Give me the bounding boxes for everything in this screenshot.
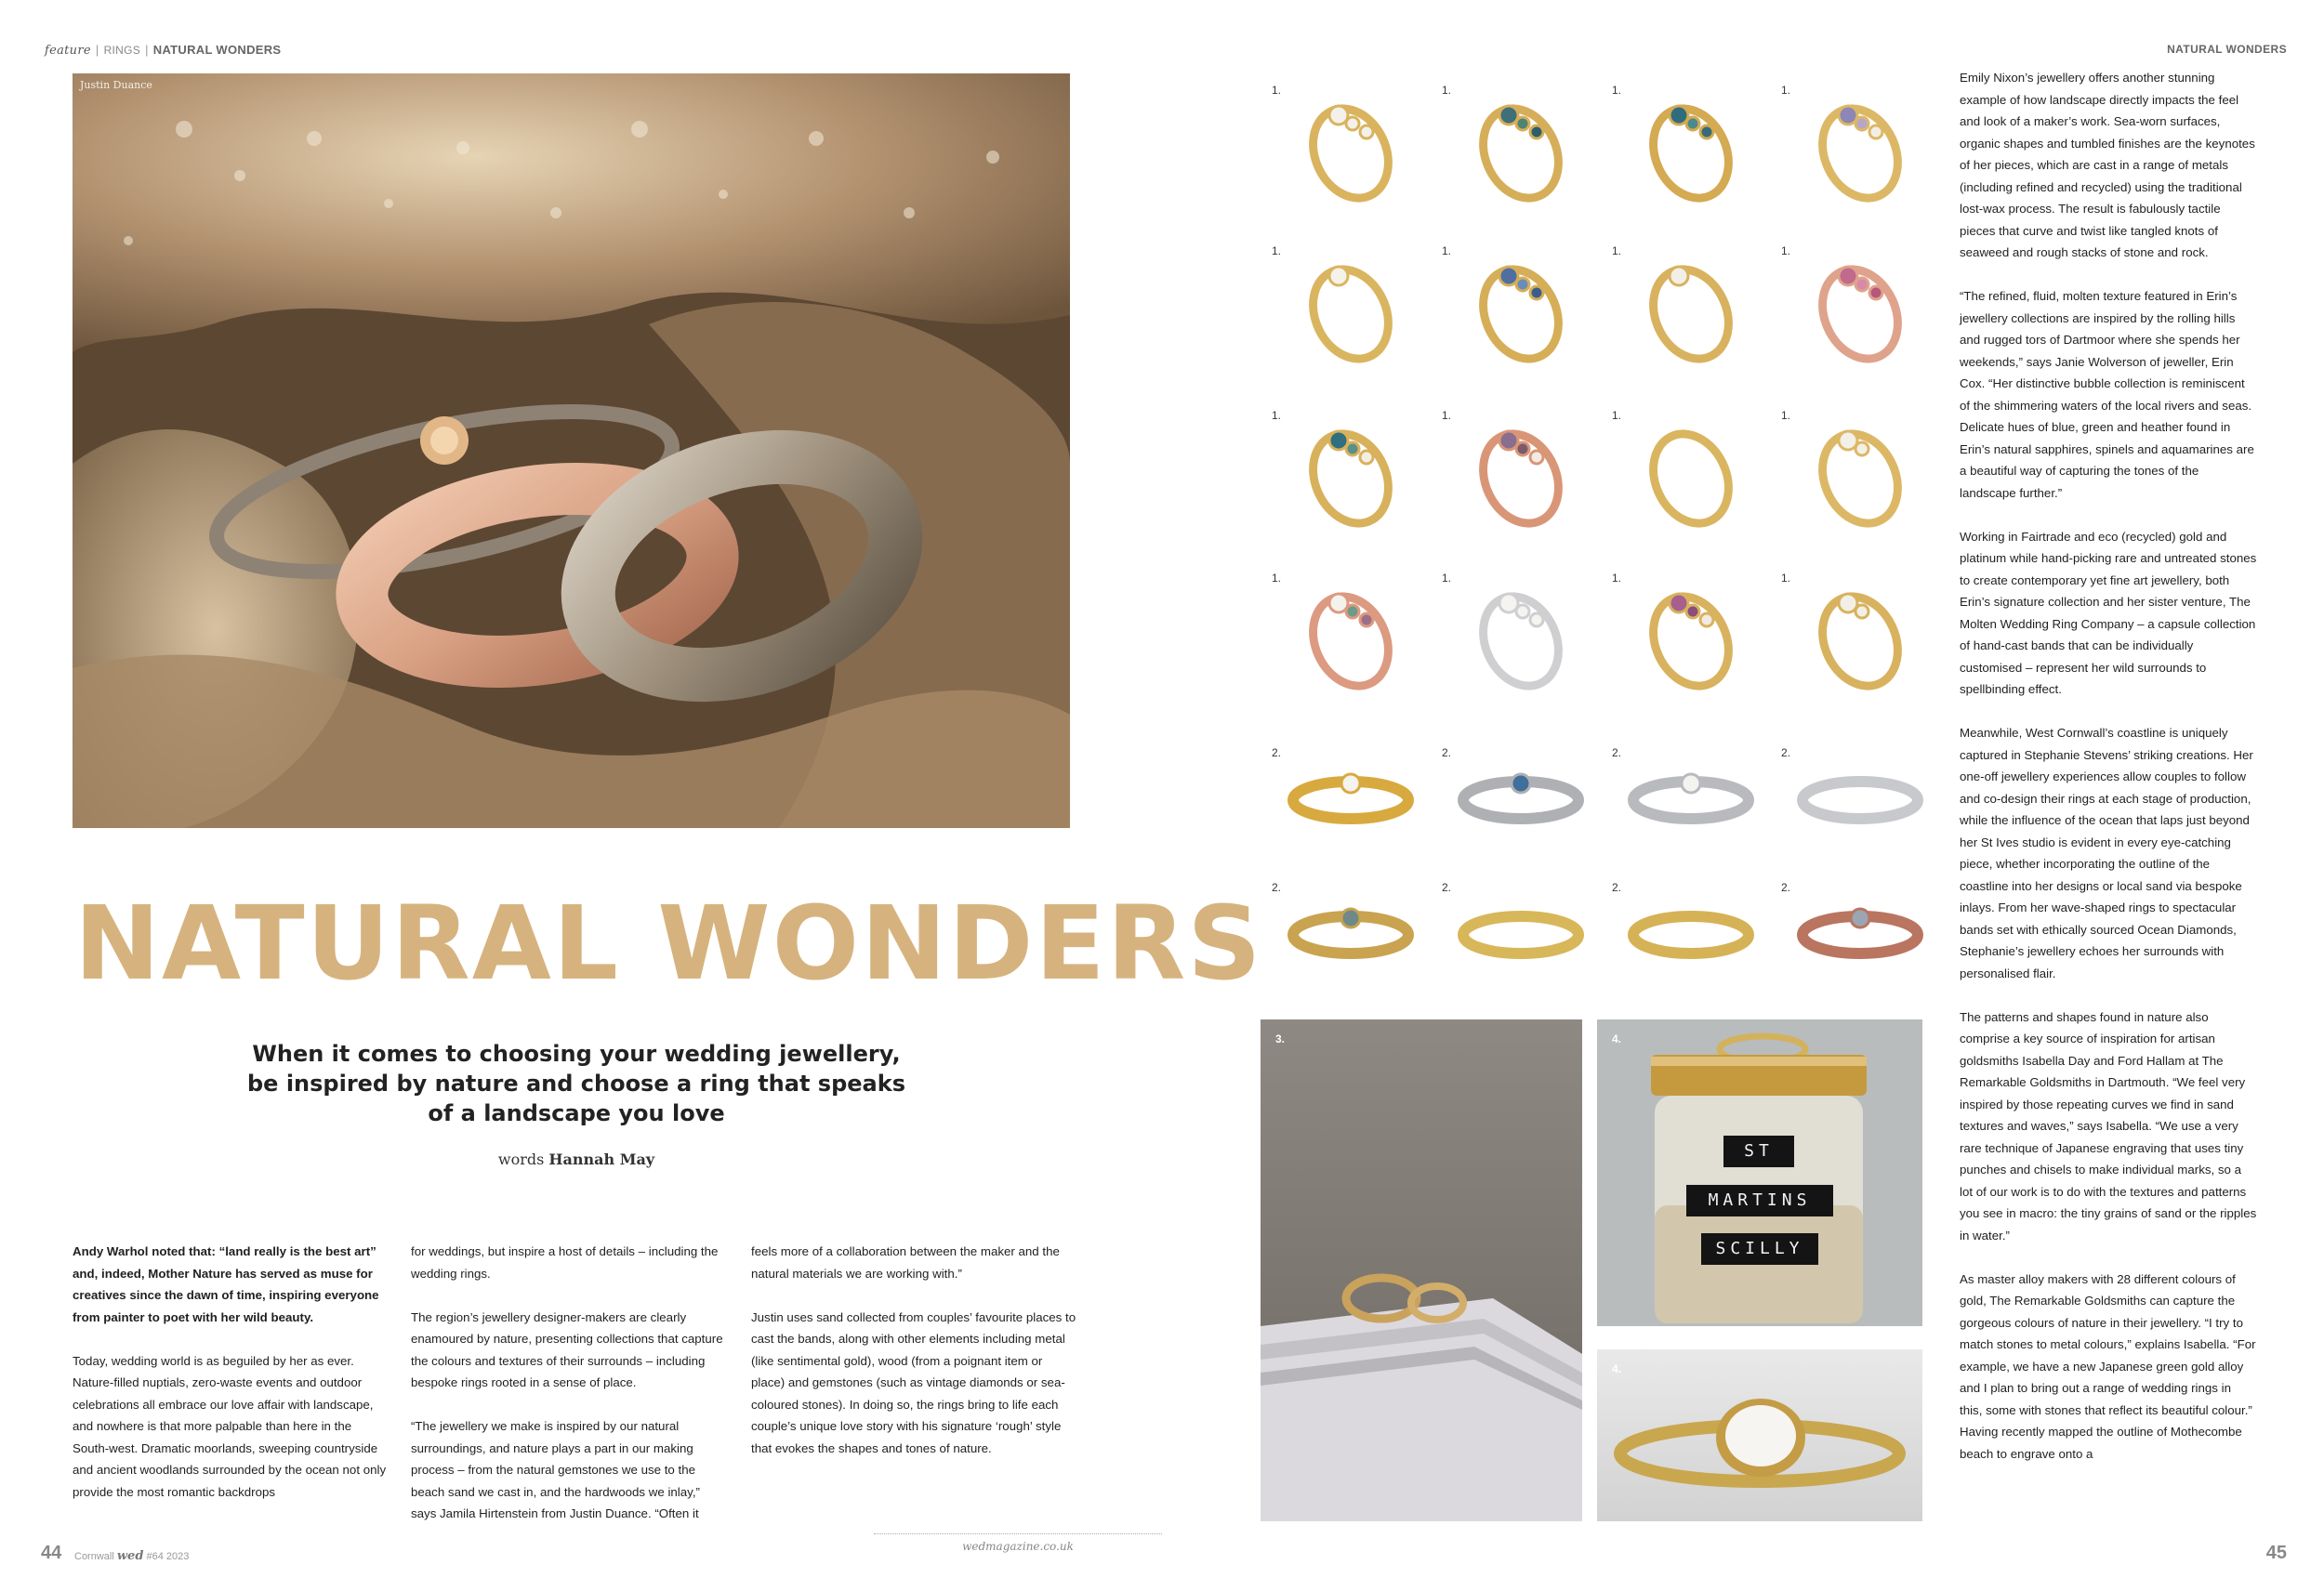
body-paragraph: feels more of a collaboration between the maker and the natural materials we are working with.” bbox=[751, 1244, 1060, 1281]
ring-number: 1. bbox=[1781, 244, 1791, 257]
ring-illustration bbox=[1612, 572, 1761, 702]
ring-number: 2. bbox=[1442, 746, 1452, 759]
running-head-feature: feature bbox=[45, 44, 91, 58]
ring-product bbox=[1781, 409, 1930, 539]
ring-number: 1. bbox=[1612, 409, 1622, 422]
ring-product bbox=[1272, 746, 1420, 876]
ring-illustration bbox=[1442, 746, 1591, 876]
ring-product bbox=[1272, 84, 1420, 214]
ring-number: 2. bbox=[1272, 881, 1282, 894]
ring-number: 1. bbox=[1442, 84, 1452, 97]
body-column-right bbox=[1960, 67, 2257, 1487]
sand-jar-photo bbox=[1597, 1019, 1922, 1326]
ring-product bbox=[1272, 572, 1420, 702]
rings-on-rock-illustration bbox=[73, 73, 1070, 828]
ring-product bbox=[1272, 409, 1420, 539]
page-title: NATURAL WONDERS bbox=[74, 884, 1263, 1003]
running-head-right: NATURAL WONDERS bbox=[2167, 43, 2287, 56]
ring-number: 1. bbox=[1781, 572, 1791, 585]
body-column-2 bbox=[411, 1241, 727, 1546]
ring-product bbox=[1612, 409, 1761, 539]
body-paragraph: “The refined, fluid, molten texture featured in Erin’s jewellery collections are inspired by the rolling hills and rugged tors of Dartmoor where she spends her weekends,” says Janie Wolverson of jeweller, Erin Cox. “Her distinctive bubble collection is reminiscent of the shimmering waters of the local rivers and seas. Delicate hues of blue, green and heather found in Erin’s natural sapphires, spinels and aquamarines are a beautiful way of capturing the tones of the landscape further.” bbox=[1960, 289, 2254, 500]
ring-number: 1. bbox=[1612, 572, 1622, 585]
rings-on-paper-illustration bbox=[1261, 1019, 1582, 1521]
ring-product bbox=[1612, 881, 1761, 1011]
byline-prefix: words bbox=[497, 1151, 545, 1168]
ring-illustration bbox=[1781, 244, 1930, 375]
standfirst: When it comes to choosing your wedding jewellery, be inspired by nature and choose a ring that speaks of a landscape you love bbox=[247, 1041, 905, 1126]
ring-product bbox=[1272, 244, 1420, 375]
ring-illustration bbox=[1272, 881, 1420, 1011]
ring-illustration bbox=[1781, 746, 1930, 876]
body-paragraph: “The jewellery we make is inspired by our natural surroundings, and nature plays a part in our making process – from the natural gemstones we use to the beach sand we cast in, and the hardwoods we inlay,” says Jamila Hirtenstein from Justin Duance. “Often it bbox=[411, 1419, 700, 1520]
ring-product bbox=[1442, 572, 1591, 702]
ring-number: 2. bbox=[1781, 746, 1791, 759]
ring-illustration bbox=[1442, 572, 1591, 702]
ring-product bbox=[1612, 746, 1761, 876]
ring-number: 1. bbox=[1272, 409, 1282, 422]
ring-illustration bbox=[1442, 84, 1591, 214]
ring-illustration bbox=[1612, 881, 1761, 1011]
body-paragraph: Today, wedding world is as beguiled by her as ever. Nature-filled nuptials, zero-waste events and outdoor celebrations all embrace our love affair with landscape, and nowhere is that more palpable than here in the South-west. Dramatic moorlands, sweeping countryside and ancient woodlands surrounded by the ocean not only provide the most romantic backdrops bbox=[73, 1353, 387, 1499]
ring-product bbox=[1781, 244, 1930, 375]
byline-author: Hannah May bbox=[548, 1151, 655, 1168]
sand-jar-illustration bbox=[1597, 1019, 1922, 1326]
jar-label-martins: MARTINS bbox=[1708, 1190, 1812, 1210]
ring-number: 1. bbox=[1442, 409, 1452, 422]
magazine-footer bbox=[74, 1549, 189, 1563]
moonstone-ring-photo bbox=[1597, 1349, 1922, 1521]
ring-product bbox=[1781, 881, 1930, 1011]
ring-number: 1. bbox=[1781, 409, 1791, 422]
ring-number: 2. bbox=[1781, 881, 1791, 894]
ring-illustration bbox=[1612, 244, 1761, 375]
ring-number: 2. bbox=[1442, 881, 1452, 894]
running-head-section: RINGS bbox=[103, 44, 141, 57]
photo-number: 4. bbox=[1612, 1032, 1622, 1045]
ring-number: 1. bbox=[1272, 572, 1282, 585]
ring-number: 1. bbox=[1442, 572, 1452, 585]
body-paragraph: Working in Fairtrade and eco (recycled) gold and platinum while hand-picking rare and untreated stones to create contemporary yet fine art jewellery, both Erin’s signature collection and her sister venture, The Molten Wedding Ring Company – a capsule collection of hand-cast bands that can be individually customised – represent her wild surrounds to spellbinding effect. bbox=[1960, 529, 2257, 696]
ring-illustration bbox=[1442, 244, 1591, 375]
ring-number: 2. bbox=[1612, 881, 1622, 894]
running-head-title: NATURAL WONDERS bbox=[152, 43, 282, 57]
page-number-right: 45 bbox=[2265, 1543, 2287, 1563]
body-column-1 bbox=[73, 1241, 389, 1525]
ring-product bbox=[1442, 746, 1591, 876]
body-paragraph: As master alloy makers with 28 different colours of gold, The Remarkable Goldsmiths can capture the gorgeous colours of nature in their jewellery. “I try to match stones to metal colours,” explains Isabella. “For example, we have a new Japanese green gold alloy and I plan to bring out a range of wedding rings in this, some with stones that reflect its beautiful colour.” Having recently mapped the outline of Mothecombe beach to engrave onto a bbox=[1960, 1271, 2256, 1461]
ring-number: 1. bbox=[1612, 84, 1622, 97]
moonstone-ring-illustration bbox=[1597, 1349, 1922, 1521]
ring-number: 1. bbox=[1781, 84, 1791, 97]
ring-number: 1. bbox=[1272, 244, 1282, 257]
ring-illustration bbox=[1272, 746, 1420, 876]
ring-number: 2. bbox=[1272, 746, 1282, 759]
hero-photo bbox=[73, 73, 1070, 828]
ring-number: 2. bbox=[1612, 746, 1622, 759]
ring-illustration bbox=[1612, 409, 1761, 539]
magazine-region: Cornwall bbox=[74, 1551, 114, 1562]
footer-url[interactable]: wedmagazine.co.uk bbox=[874, 1533, 1162, 1553]
ring-illustration bbox=[1781, 84, 1930, 214]
ring-product bbox=[1442, 244, 1591, 375]
ring-illustration bbox=[1781, 409, 1930, 539]
ring-illustration bbox=[1442, 881, 1591, 1011]
ring-illustration bbox=[1612, 746, 1761, 876]
ring-illustration bbox=[1272, 84, 1420, 214]
magazine-issue: #64 2023 bbox=[146, 1551, 190, 1562]
ring-product bbox=[1781, 572, 1930, 702]
body-column-3 bbox=[751, 1241, 1076, 1481]
running-head-left: feature | RINGS | NATURAL WONDERS bbox=[45, 43, 282, 58]
body-paragraph: The region’s jewellery designer-makers are clearly enamoured by nature, presenting collections that capture the colours and textures of their surrounds – including bespoke rings rooted in a sense of place. bbox=[411, 1309, 723, 1389]
ring-product bbox=[1442, 409, 1591, 539]
byline bbox=[237, 1151, 916, 1168]
ring-product bbox=[1442, 881, 1591, 1011]
ring-product bbox=[1781, 746, 1930, 876]
ring-number: 1. bbox=[1272, 84, 1282, 97]
photo-number: 4. bbox=[1612, 1362, 1622, 1375]
ring-number: 1. bbox=[1442, 244, 1452, 257]
ring-product bbox=[1272, 881, 1420, 1011]
intro-paragraph: Andy Warhol noted that: “land really is the best art” and, indeed, Mother Nature has served as muse for creatives since the dawn of time, inspiring everyone from painter to poet with her wild beauty. bbox=[73, 1244, 379, 1324]
page-number-left: 44 bbox=[41, 1543, 62, 1563]
ring-number: 1. bbox=[1612, 244, 1622, 257]
body-paragraph: for weddings, but inspire a host of details – including the wedding rings. bbox=[411, 1244, 719, 1281]
body-paragraph: Emily Nixon’s jewellery offers another stunning example of how landscape directly impacts the feel and look of a maker’s work. Sea-worn surfaces, organic shapes and tumbled finishes are the keynotes of her pieces, which are cast in a range of metals (including refined and recycled) using the traditional lost-wax process. The result is fabulously tactile pieces that curve and twist like tangled knots of seaweed and rough stacks of stone and rock. bbox=[1960, 71, 2255, 259]
ring-illustration bbox=[1781, 572, 1930, 702]
ring-illustration bbox=[1272, 572, 1420, 702]
rings-on-paper-photo bbox=[1261, 1019, 1582, 1521]
magazine-logo: wed bbox=[116, 1549, 144, 1563]
jar-label-st: ST bbox=[1744, 1141, 1774, 1161]
ring-illustration bbox=[1442, 409, 1591, 539]
ring-illustration bbox=[1272, 409, 1420, 539]
ring-illustration bbox=[1781, 881, 1930, 1011]
body-paragraph: Meanwhile, West Cornwall’s coastline is uniquely captured in Stephanie Stevens’ striking creations. Her one-off jewellery experiences allow couples to follow and co-design their rings at each stage of production, while the influence of the ocean that laps just beyond her St Ives studio is evident in every eye-catching piece, whether incorporating the outline of the coastline into her designs or local sand via bespoke inlays. From her wave-shaped rings to spectacular bands set with ethically sourced Ocean Diamonds, Stephanie’s jewellery echoes her surrounds with personalised flair. bbox=[1960, 726, 2253, 980]
ring-illustration bbox=[1612, 84, 1761, 214]
photo-number: 3. bbox=[1275, 1032, 1286, 1045]
body-paragraph: Justin uses sand collected from couples’ favourite places to cast the bands, along with other elements including metal (like sentimental gold), wood (from a poignant item or place) and gemstones (such as vintage diamonds or sea-coloured stones). In doing so, the rings bring to life each couple’s unique love story with his signature ‘rough’ style that evokes the shapes and tones of nature. bbox=[751, 1309, 1076, 1455]
jar-label-scilly: SCILLY bbox=[1715, 1239, 1804, 1258]
ring-illustration bbox=[1272, 244, 1420, 375]
ring-product bbox=[1781, 84, 1930, 214]
ring-product bbox=[1612, 244, 1761, 375]
ring-product bbox=[1612, 84, 1761, 214]
ring-product bbox=[1612, 572, 1761, 702]
photo-credit: Justin Duance bbox=[80, 79, 152, 91]
ring-product bbox=[1442, 84, 1591, 214]
body-paragraph: The patterns and shapes found in nature also comprise a key source of inspiration for artisan goldsmiths Isabella Day and Ford Hallam at The Remarkable Goldsmiths in Dartmouth. “We feel very inspired by those repeating curves we find in sand textures and waves,” says Isabella. “We use a very rare technique of Japanese engraving that uses tiny punches and chisels to make individual marks, so a lot of our work is to do with the textures and patterns you see in macro: the tiny grains of sand or the ripples in water.” bbox=[1960, 1009, 2257, 1243]
